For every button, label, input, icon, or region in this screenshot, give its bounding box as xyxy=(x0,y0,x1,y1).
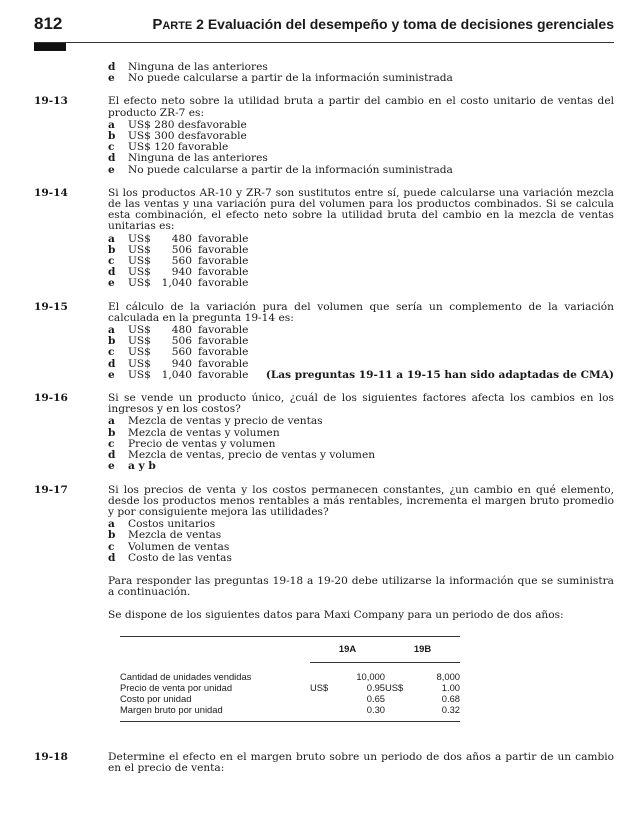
option-b: b US$ 300 desfavorable xyxy=(108,130,247,143)
option-c: c US$ 560 favorable xyxy=(108,346,249,359)
intro-paragraph-2: Se dispone de los siguientes datos para Maxi Company para un periodo de dos años: xyxy=(108,609,564,622)
question-number: 19-16 xyxy=(34,392,68,405)
option-c: c Volumen de ventas xyxy=(108,540,230,553)
option-a: a US$ 280 desfavorable xyxy=(108,118,247,131)
column-header: 19B xyxy=(413,642,432,654)
option-c: c Precio de ventas y volumen xyxy=(108,437,276,450)
question-19-14 xyxy=(34,188,614,290)
question-number: 19-17 xyxy=(34,483,68,496)
question-number: 19-18 xyxy=(34,750,68,763)
option-d: d US$ 940 favorable xyxy=(108,357,249,370)
option-e: e No puede calcularse a partir de la información suministrada xyxy=(108,72,453,85)
option-c: c US$ 560 favorable xyxy=(108,255,249,268)
option-e: e US$ 1,040 favorable xyxy=(108,277,249,290)
question-text: Si los precios de venta y los costos permanecen constantes, ¿un cambio en qué elemento, desde los productos menos rentables a más rentables, incrementa el margen bruto promedio y por consiguiente mejora las utilidades? xyxy=(108,483,614,518)
question-text: El efecto neto sobre la utilidad bruta a partir del cambio en el costo unitario de ventas del producto ZR-7 es: xyxy=(108,95,614,119)
option-d: d Mezcla de ventas, precio de ventas y volumen xyxy=(108,449,376,462)
page-number: 812 xyxy=(34,14,63,33)
question-text: El cálculo de la variación pura del volumen que sería un complemento de la variación calculada en la pregunta 19-14 es: xyxy=(108,300,614,324)
option-d: d Costo de las ventas xyxy=(108,551,232,564)
option-a: a Costos unitarios xyxy=(108,518,216,531)
question-continuation xyxy=(34,62,614,84)
part-label: Parte xyxy=(152,16,193,33)
question-text: Si los productos AR-10 y ZR-7 son sustitutos entre sí, puede calcularse una variación mezcla de las ventas y una variación pura del volumen para los productos combinados. Si se calcula esta combinación, el efecto neto sobre la utilidad bruta del cambio en la mezcla de ventas unitarias es: xyxy=(108,186,614,233)
question-19-18 xyxy=(34,752,614,774)
question-19-13 xyxy=(34,96,614,175)
option-a: a US$ 480 favorable xyxy=(108,232,249,245)
part-title: 2 Evaluación del desempeño y toma de decisiones gerenciales xyxy=(196,16,614,32)
option-e: e US$ 1,040 favorable (Las preguntas 19-11 a 19-15 han sido adaptadas de CMA) xyxy=(108,368,614,381)
header-rule xyxy=(34,42,614,43)
option-b: b US$ 506 favorable xyxy=(108,335,249,348)
option-e: e No puede calcularse a partir de la información suministrada xyxy=(108,163,453,176)
question-19-15 xyxy=(34,302,614,381)
question-number: 19-15 xyxy=(34,300,68,313)
option-d: d Ninguna de las anteriores xyxy=(108,61,268,73)
table-header xyxy=(120,637,460,662)
table-row: Cantidad de unidades vendidas 10,000 8,000 xyxy=(120,670,460,682)
option-b: b Mezcla de ventas xyxy=(108,529,222,542)
source-note: (Las preguntas 19-11 a 19-15 han sido adaptadas de CMA) xyxy=(265,368,614,381)
option-e: e a y b xyxy=(108,460,156,473)
question-19-16 xyxy=(34,393,614,472)
question-text: Si se vende un producto único, ¿cuál de los siguientes factores afecta los cambios en los ingresos y en los costos? xyxy=(108,392,614,416)
column-header: 19A xyxy=(338,642,357,654)
option-a: a Mezcla de ventas y precio de ventas xyxy=(108,415,323,428)
chapter-tab-mark xyxy=(34,43,66,51)
question-number: 19-14 xyxy=(34,186,68,199)
option-d: d Ninguna de las anteriores xyxy=(108,152,268,165)
table-row: Precio de venta por unidad US$ 0.95 US$ 1.00 xyxy=(120,681,460,693)
question-19-17 xyxy=(34,485,614,622)
running-header xyxy=(152,16,614,33)
maxi-company-table xyxy=(120,636,460,722)
option-c: c US$ 120 favorable xyxy=(108,141,229,154)
question-text: Determine el efecto en el margen bruto sobre un periodo de dos años a partir de un cambio en el precio de venta: xyxy=(108,750,614,774)
intro-paragraph: Para responder las preguntas 19-18 a 19-20 debe utilizarse la información que se suministra a continuación. xyxy=(108,574,614,599)
page-content xyxy=(34,62,614,774)
table-row: Costo por unidad 0.65 0.68 xyxy=(120,692,460,704)
table-row: Margen bruto por unidad 0.30 0.32 xyxy=(120,703,460,715)
option-b: b US$ 506 favorable xyxy=(108,243,249,256)
option-b: b Mezcla de ventas y volumen xyxy=(108,426,280,439)
question-number: 19-13 xyxy=(34,95,68,108)
option-d: d US$ 940 favorable xyxy=(108,266,249,279)
option-a: a US$ 480 favorable xyxy=(108,324,249,337)
